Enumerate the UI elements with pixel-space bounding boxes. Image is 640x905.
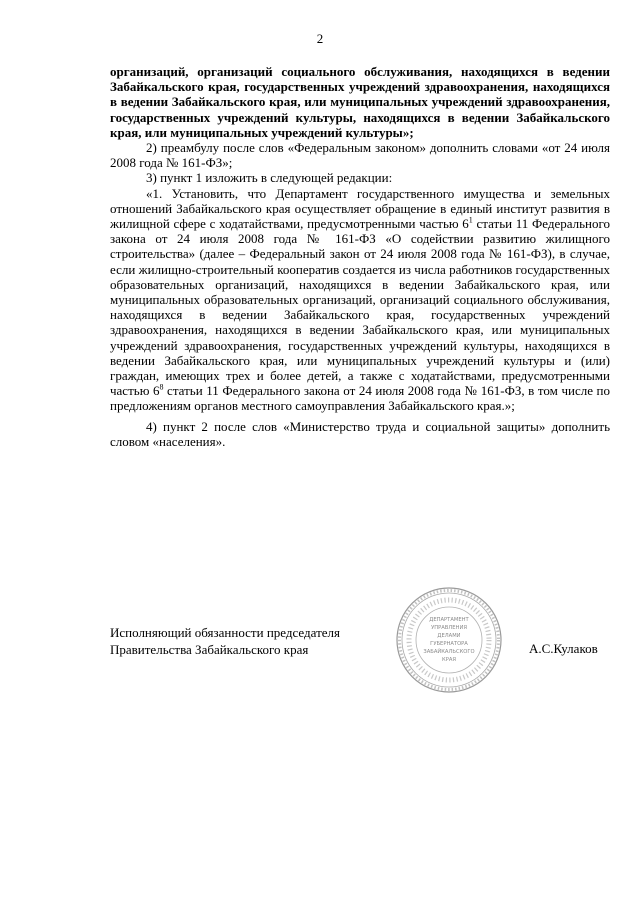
signatory-name: А.С.Кулаков [529, 641, 598, 656]
point-1-text-b: статьи 11 Федерального закона от 24 июля 2008 года № 161-ФЗ «О содействии развитию жилищного строительства» (далее – Федеральный закон от 24 июля 2008 года № 161-ФЗ), в случае, если жилищно-строительный кооператив создается из числа работников государственных образовательных организаций, находящихся в ведении Забайкальского края, или муниципальных образовательных организаций, организаций социального обслуживания, находящихся в ведении Забайкальского края, государственных учреждений здравоохранения, находящихся в ведении Забайкальского края, или муниципальных учреждений здравоохранения, государственных учреждений культуры, находящихся в ведении Забайкальского края, или муниципальных учреждений культуры и (или) граждан, имеющих трех и более детей, а также с ходатайствами, предусмотренными частью 6 [110, 216, 610, 399]
superscript-1: 1 [468, 215, 473, 225]
point-1-text-a: «1. Установить, что Департамент государственного имущества и земельных отношений Забайкальского края осуществляет обращение в единый институт развития в жилищной сфере с ходатайствами, предусмотренными частью 6 [110, 185, 610, 232]
superscript-8: 8 [159, 382, 164, 392]
paragraph-item-2: 2) преамбулу после слов «Федеральным законом» дополнить словами «от 24 июля 2008 года № 161-ФЗ»; [110, 140, 610, 171]
paragraph-new-point-1 [110, 186, 610, 414]
page-number: 2 [316, 31, 324, 46]
seal-line-5: ЗАБАЙКАЛЬСКОГО [423, 649, 475, 655]
seal-line-1: ДЕПАРТАМЕНТ [429, 617, 469, 623]
seal-icon [394, 585, 504, 695]
paragraph-item-4: 4) пункт 2 после слов «Министерство труда и социальной защиты» дополнить словом «населения». [110, 418, 610, 449]
signatory-title [110, 624, 340, 658]
official-seal [394, 585, 504, 695]
point-1-text-c: статьи 11 Федерального закона от 24 июля 2008 года № 161-ФЗ, в том числе по предложениям органов местного самоуправления Забайкальского края.»; [110, 383, 610, 414]
seal-line-2: УПРАВЛЕНИЯ [431, 625, 467, 631]
signatory-title-line-2: Правительства Забайкальского края [110, 642, 309, 657]
paragraph-continuation: организаций, организаций социального обслуживания, находящихся в ведении Забайкальского края, государственных учреждений здравоохранения, находящихся в ведении Забайкальского края, или муниципальных учреждений здравоохранения, государственных учреждений культуры, находящихся в ведении Забайкальского края, или муниципальных учреждений культуры»; [110, 64, 610, 140]
signatory-title-line-1: Исполняющий обязанности председателя [110, 625, 340, 640]
seal-line-6: КРАЯ [442, 657, 456, 663]
paragraph-item-3: 3) пункт 1 изложить в следующей редакции: [146, 170, 393, 186]
document-body [110, 64, 610, 449]
seal-line-3: ДЕЛАМИ [437, 633, 461, 639]
seal-line-4: ГУБЕРНАТОРА [430, 641, 468, 647]
